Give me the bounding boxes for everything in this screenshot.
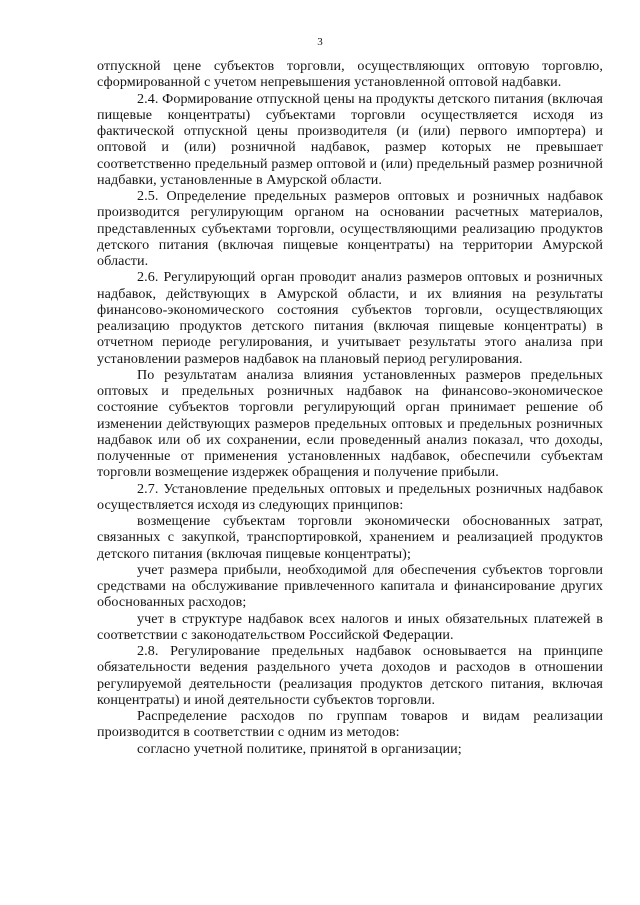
- principle-profit: учет размера прибыли, необходимой для обеспечения субъектов торговли средствами на обслуживание привлеченного капитала и финансирование других обоснованных расходов;: [97, 561, 603, 611]
- paragraph-2-4: 2.4. Формирование отпускной цены на продукты детского питания (включая пищевые концентраты) субъектами торговли осуществляется исходя из фактической отпускной цены производителя (и (или) первого импортера) и оптовой и (или) розничной надбавок, размер которых не превышает соответственно предельный размер оптовой и (или) предельный размер розничной надбавки, установленные в Амурской области.: [97, 90, 603, 188]
- paragraph-analysis-results: По результатам анализа влияния установленных размеров предельных оптовых и предельных розничных надбавок на финансово-экономическое состояние субъектов торговли регулирующий орган принимает решение об изменении действующих размеров предельных оптовых и предельных розничных надбавок или об их сохранении, если проведенный анализ показал, что доходы, полученные от применения установленных надбавок, обеспечили субъектам торговли возмещение издержек обращения и получение прибыли.: [97, 366, 603, 481]
- paragraph-2-6: 2.6. Регулирующий орган проводит анализ размеров оптовых и розничных надбавок, действующих в Амурской области, и их влияния на результаты финансово-экономического состояния субъектов торговли, осуществляющих реализацию продуктов детского питания (включая пищевые концентраты) в отчетном периоде регулирования, и учитывает результаты этого анализа при установлении размеров надбавок на плановый период регулирования.: [97, 269, 603, 367]
- paragraph-cost-distribution: Распределение расходов по группам товаров и видам реализации производится в соответствии с одним из методов:: [97, 708, 603, 741]
- method-accounting-policy: согласно учетной политике, принятой в организации;: [137, 740, 462, 757]
- paragraph-continuation: отпускной цене субъектов торговли, осуществляющих оптовую торговлю, сформированной с учетом непревышения установленной оптовой надбавки.: [97, 58, 603, 91]
- paragraph-2-8: 2.8. Регулирование предельных надбавок основывается на принципе обязательности ведения раздельного учета доходов и расходов в отношении регулируемой деятельности (реализация продуктов детского питания, включая концентраты) и иной деятельности субъектов торговли.: [97, 643, 603, 708]
- page-number: 3: [317, 36, 323, 48]
- principle-cost-recovery: возмещение субъектам торговли экономически обоснованных затрат, связанных с закупкой, транспортировкой, хранением и реализацией продуктов детского питания (включая пищевые концентраты);: [97, 513, 603, 562]
- paragraph-2-7: 2.7. Установление предельных оптовых и предельных розничных надбавок осуществляется исходя из следующих принципов:: [97, 480, 603, 513]
- paragraph-2-5: 2.5. Определение предельных размеров оптовых и розничных надбавок производится регулирующим органом на основании расчетных материалов, представленных субъектами торговли, осуществляющими реализацию продуктов детского питания (включая пищевые концентраты) на территории Амурской области.: [97, 188, 603, 269]
- document-body: [97, 58, 603, 757]
- principle-taxes: учет в структуре надбавок всех налогов и иных обязательных платежей в соответствии с законодательством Российской Федерации.: [97, 610, 603, 643]
